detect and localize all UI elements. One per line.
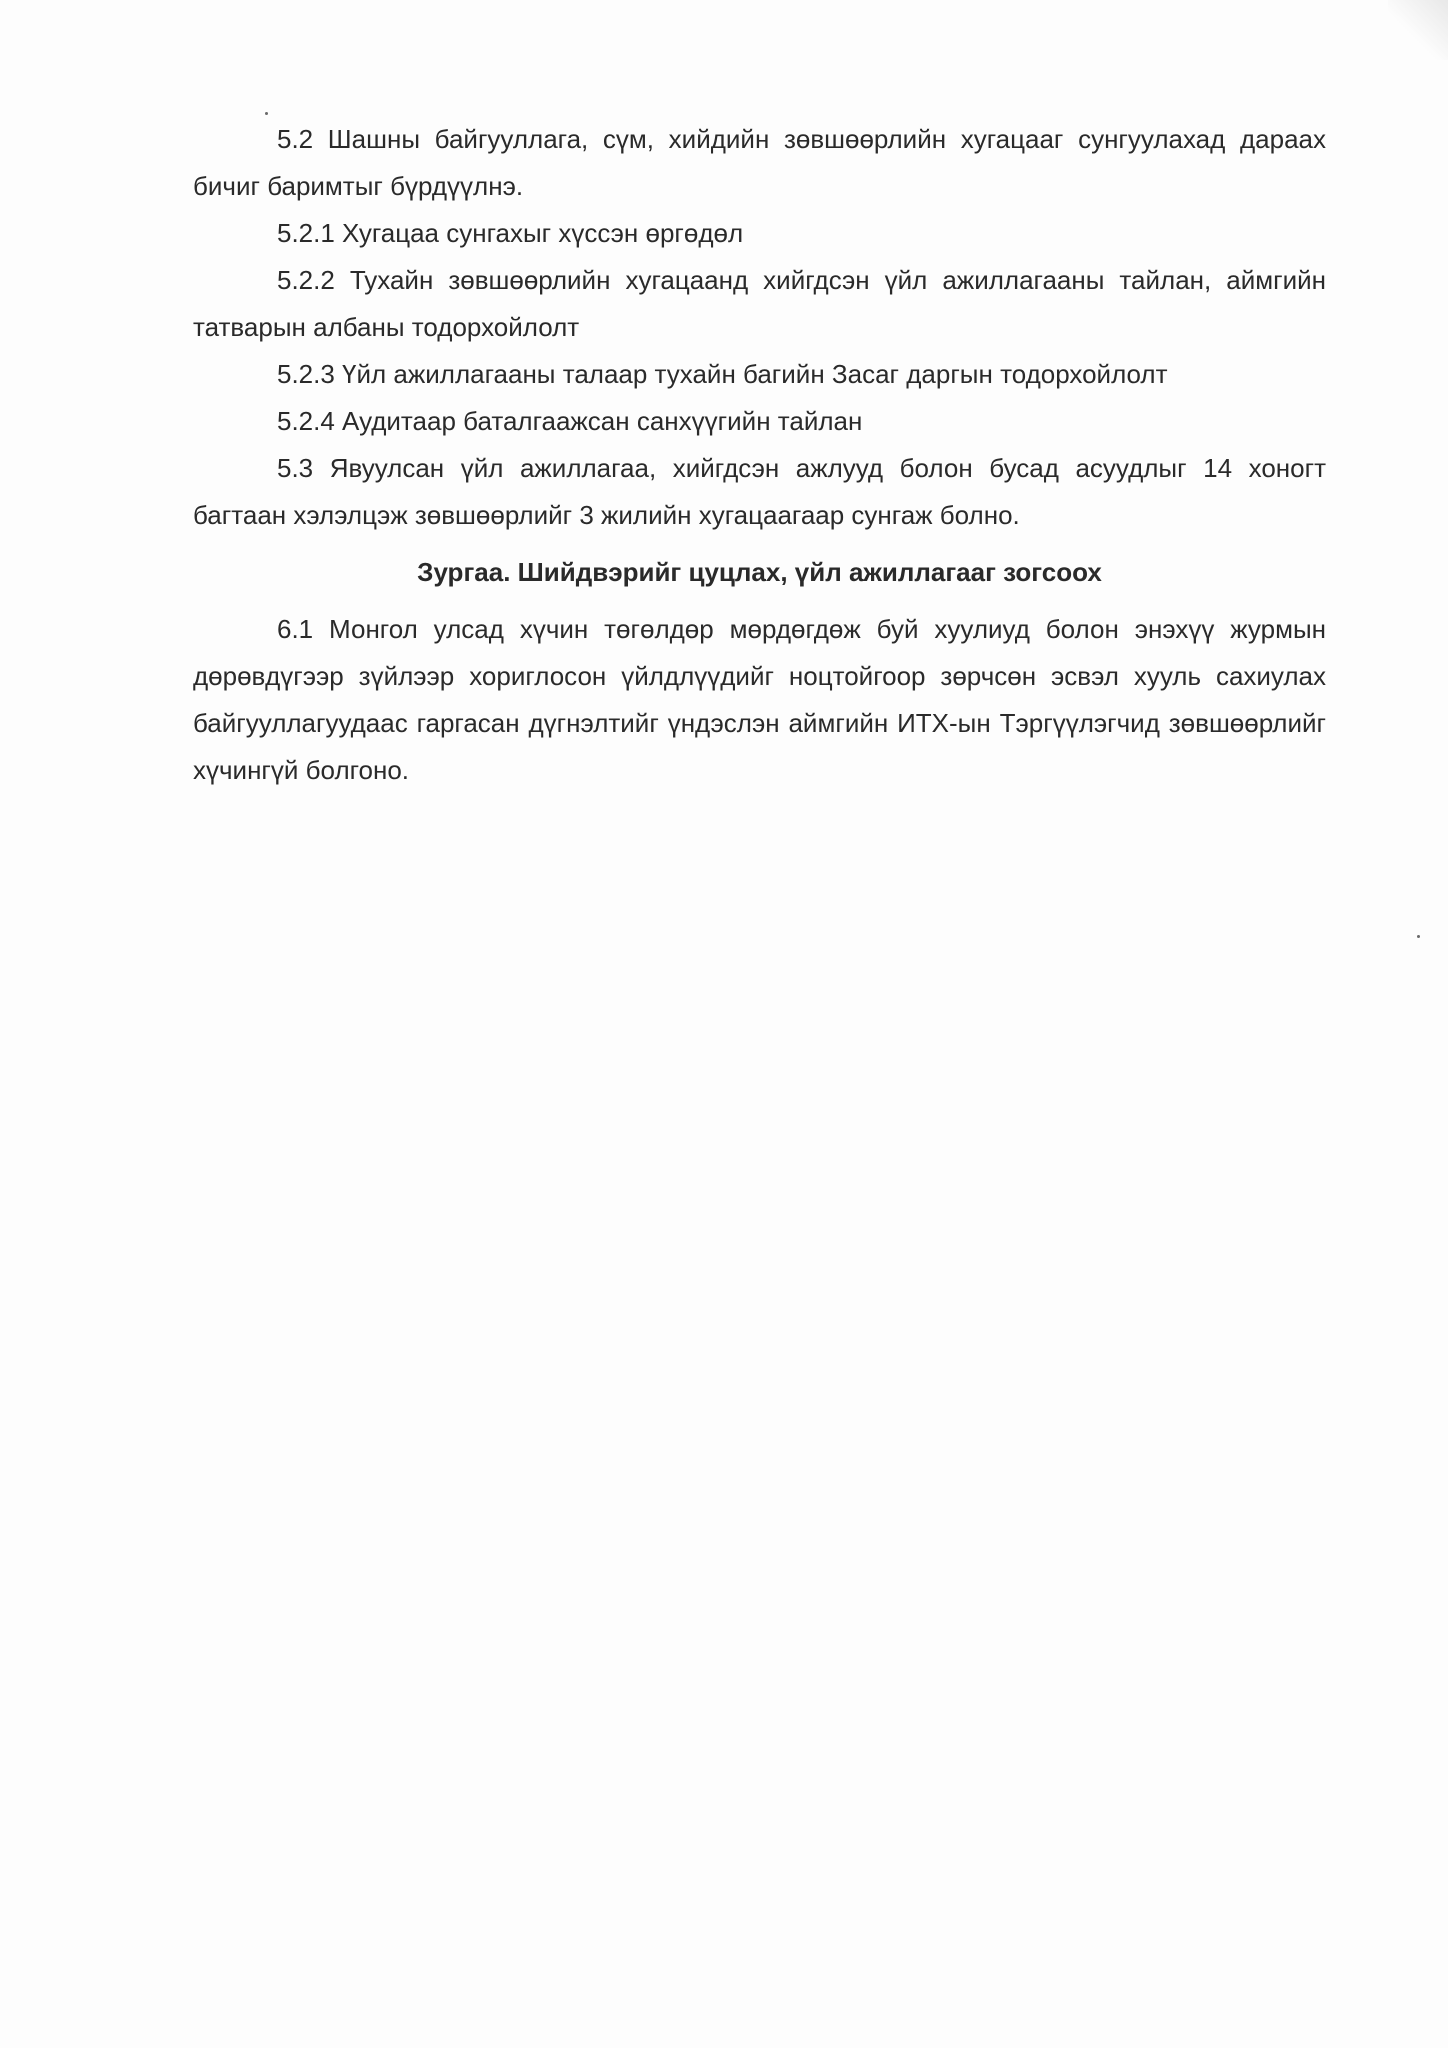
item-5-2-4: 5.2.4 Аудитаар баталгаажсан санхүүгийн тайлан [277, 406, 863, 436]
scan-speck [1417, 935, 1420, 938]
scan-speck [265, 112, 268, 115]
item-5-2-1: 5.2.1 Хугацаа сунгахыг хүссэн өргөдөл [277, 218, 744, 248]
paragraph-5-3: 5.3 Явуулсан үйл ажиллагаа, хийгдсэн ажлууд болон бусад асуудлыг 14 хоногт багтаан хэлэлцэж зөвшөөрлийг 3 жилийн хугацаагаар сунгаж болно. [193, 453, 1326, 530]
scan-corner-shadow [1388, 0, 1448, 60]
document-body [193, 116, 1326, 794]
item-5-2-3: 5.2.3 Үйл ажиллагааны талаар тухайн багийн Засаг даргын тодорхойлолт [277, 359, 1168, 389]
item-5-2-2: 5.2.2 Тухайн зөвшөөрлийн хугацаанд хийгдсэн үйл ажиллагааны тайлан, аймгийн татварын албаны тодорхойлолт [193, 265, 1326, 342]
paragraph-5-2: 5.2 Шашны байгууллага, сүм, хийдийн зөвшөөрлийн хугацааг сунгуулахад дараах бичиг баримтыг бүрдүүлнэ. [193, 124, 1326, 201]
section-heading-6: Зургаа. Шийдвэрийг цуцлах, үйл ажиллагааг зогсоох [417, 557, 1102, 587]
paragraph-6-1: 6.1 Монгол улсад хүчин төгөлдөр мөрдөгдөж буй хуулиуд болон энэхүү журмын дөрөвдүгээр зүйлээр хориглосон үйлдлүүдийг ноцтойгоор зөрчсөн эсвэл хууль сахиулах байгууллагуудаас гаргасан дүгнэлтийг үндэслэн аймгийн ИТХ-ын Тэргүүлэгчид зөвшөөрлийг хүчингүй болгоно. [193, 614, 1326, 785]
